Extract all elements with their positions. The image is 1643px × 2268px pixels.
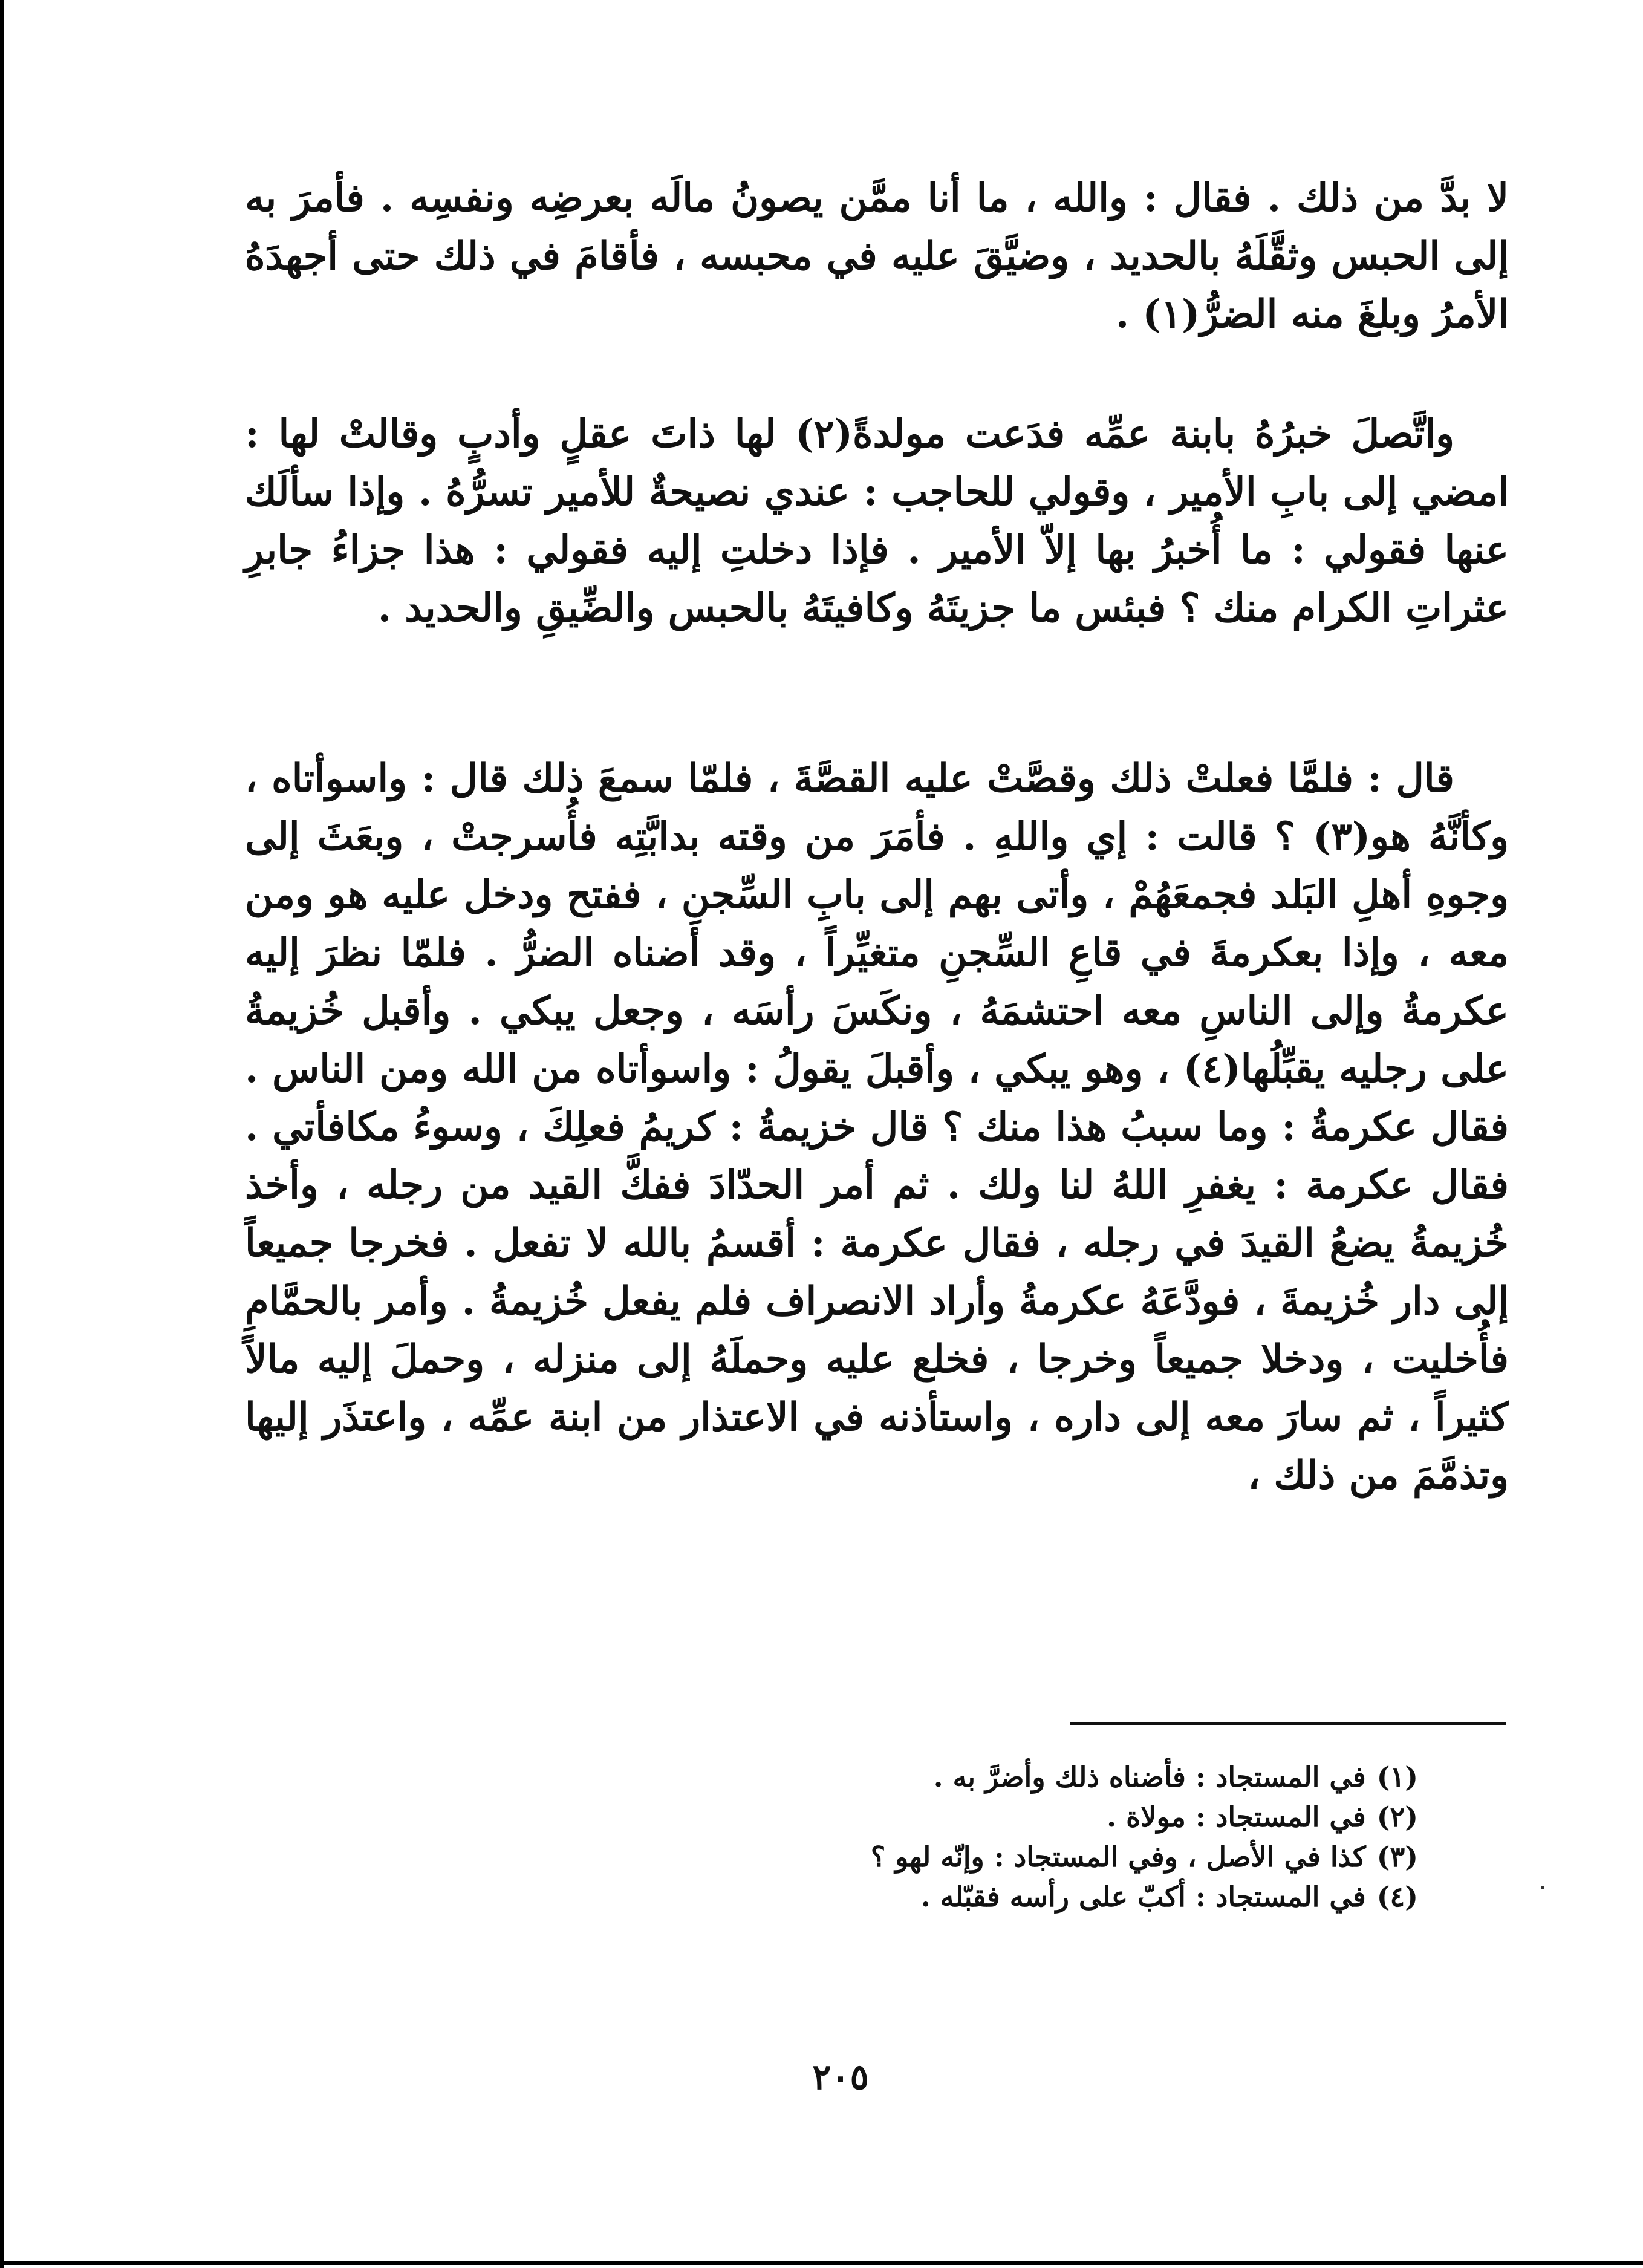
paragraph-text: واتَّصلَ خبرُهُ بابنة عمِّه فدَعت مولدةً(٢) لها ذاتَ عقلٍ وأدبٍ وقالتْ لها : امضي إلى بابِ الأمير ، وقولي للحاجب : عندي نصيحةٌ للأمير تسرُّهُ . وإذا سألَك عنها فقولي : ما أُخبرُ بها إلاّ الأمير . فإذا دخلتِ إليه فقولي : هذا جزاءُ جابرِ عثراتِ الكرام منك ؟ فبئس ما جزيتَهُ وكافيتَهُ بالحبس والضِّيقِ والحديد . <box>245 411 1509 631</box>
body-paragraph-3 <box>245 750 1509 1505</box>
scan-border-left <box>0 0 4 2268</box>
scan-border-bottom <box>0 2261 1643 2265</box>
scan-speck <box>1541 1886 1544 1889</box>
footnote-item <box>665 1757 1418 1797</box>
footnote-text: في المستجاد : فأضناه ذلك وأضرَّ به . <box>933 1761 1366 1793</box>
page-number: ٢٠٥ <box>812 2056 869 2097</box>
footnote-text: في المستجاد : مولاة . <box>1107 1800 1366 1833</box>
body-paragraph-2 <box>245 405 1509 637</box>
footnote-item <box>665 1837 1418 1877</box>
footnote-item <box>665 1877 1418 1917</box>
footnote-separator <box>1070 1722 1506 1725</box>
footnote-item <box>665 1797 1418 1837</box>
footnote-number: (٤) <box>1376 1880 1418 1913</box>
body-paragraph-1 <box>245 169 1509 344</box>
footnote-number: (٢) <box>1376 1800 1418 1833</box>
footnotes-list <box>665 1757 1418 1917</box>
paragraph-text: قال : فلمَّا فعلتْ ذلك وقصَّتْ عليه القصَّةَ ، فلمّا سمعَ ذلك قال : واسوأتاه ، وكأنَّهُ هو(٣) ؟ قالت : إي واللهِ . فأمَرَ من وقته بدابَّتِه فأُسرجتْ ، وبعَثَ إلى وجوهِ أهلِ البَلد فجمعَهُمْ ، وأتى بهم إلى بابِ السِّجنِ ، ففتح ودخل عليه هو ومن معه ، وإذا بعكرمةَ في قاعِ السِّجنِ متغيِّراً ، وقد أضناه الضرُّ . فلمّا نظرَ إليه عكرمةُ وإلى الناسِ معه احتشمَهُ ، ونكَسَ رأسَه ، وجعل يبكي . وأقبل خُزيمةُ على رجليه يقبِّلُها(٤) ، وهو يبكي ، وأقبلَ يقولُ : واسوأتاه من الله ومن الناس . فقال عكرمةُ : وما سببُ هذا منك ؟ قال خزيمةُ : كريمُ فعلِكَ ، وسوءُ مكافأتي . فقال عكرمة : يغفرِ اللهُ لنا ولك . ثم أمر الحدّادَ ففكَّ القيد من رجله ، وأخذ خُزيمةُ يضعُ القيدَ في رجله ، فقال عكرمة : أقسمُ بالله لا تفعل . فخرجا جميعاً إلى دار خُزيمةَ ، فودَّعَهُ عكرمةُ وأراد الانصراف فلم يفعل خُزيمةُ . وأمر بالحمَّامِ فأُخليت ، ودخلا جميعاً وخرجا ، فخلع عليه وحملَهُ إلى منزله ، وحملَ إليه مالاً كثيراً ، ثم سارَ معه إلى داره ، واستأذنه في الاعتذار من ابنة عمِّه ، واعتذَر إليها وتذمَّمَ من ذلك ، <box>245 756 1509 1498</box>
footnote-text: في المستجاد : أكبّ على رأسه فقبّله . <box>920 1880 1366 1913</box>
footnote-number: (٣) <box>1376 1840 1418 1873</box>
footnote-text: كذا في الأصل ، وفي المستجاد : وإنّه لهو ؟ <box>870 1840 1366 1873</box>
footnote-number: (١) <box>1376 1761 1418 1793</box>
paragraph-text: لا بدَّ من ذلك . فقال : والله ، ما أنا ممَّن يصونُ مالَه بعرضِه ونفسِه . فأمرَ به إلى الحبس وثقَّلَهُ بالحديد ، وضيَّقَ عليه في محبسه ، فأقامَ في ذلك حتى أجهدَهُ الأمرُ وبلغَ منه الضرُّ(١) . <box>245 175 1509 337</box>
